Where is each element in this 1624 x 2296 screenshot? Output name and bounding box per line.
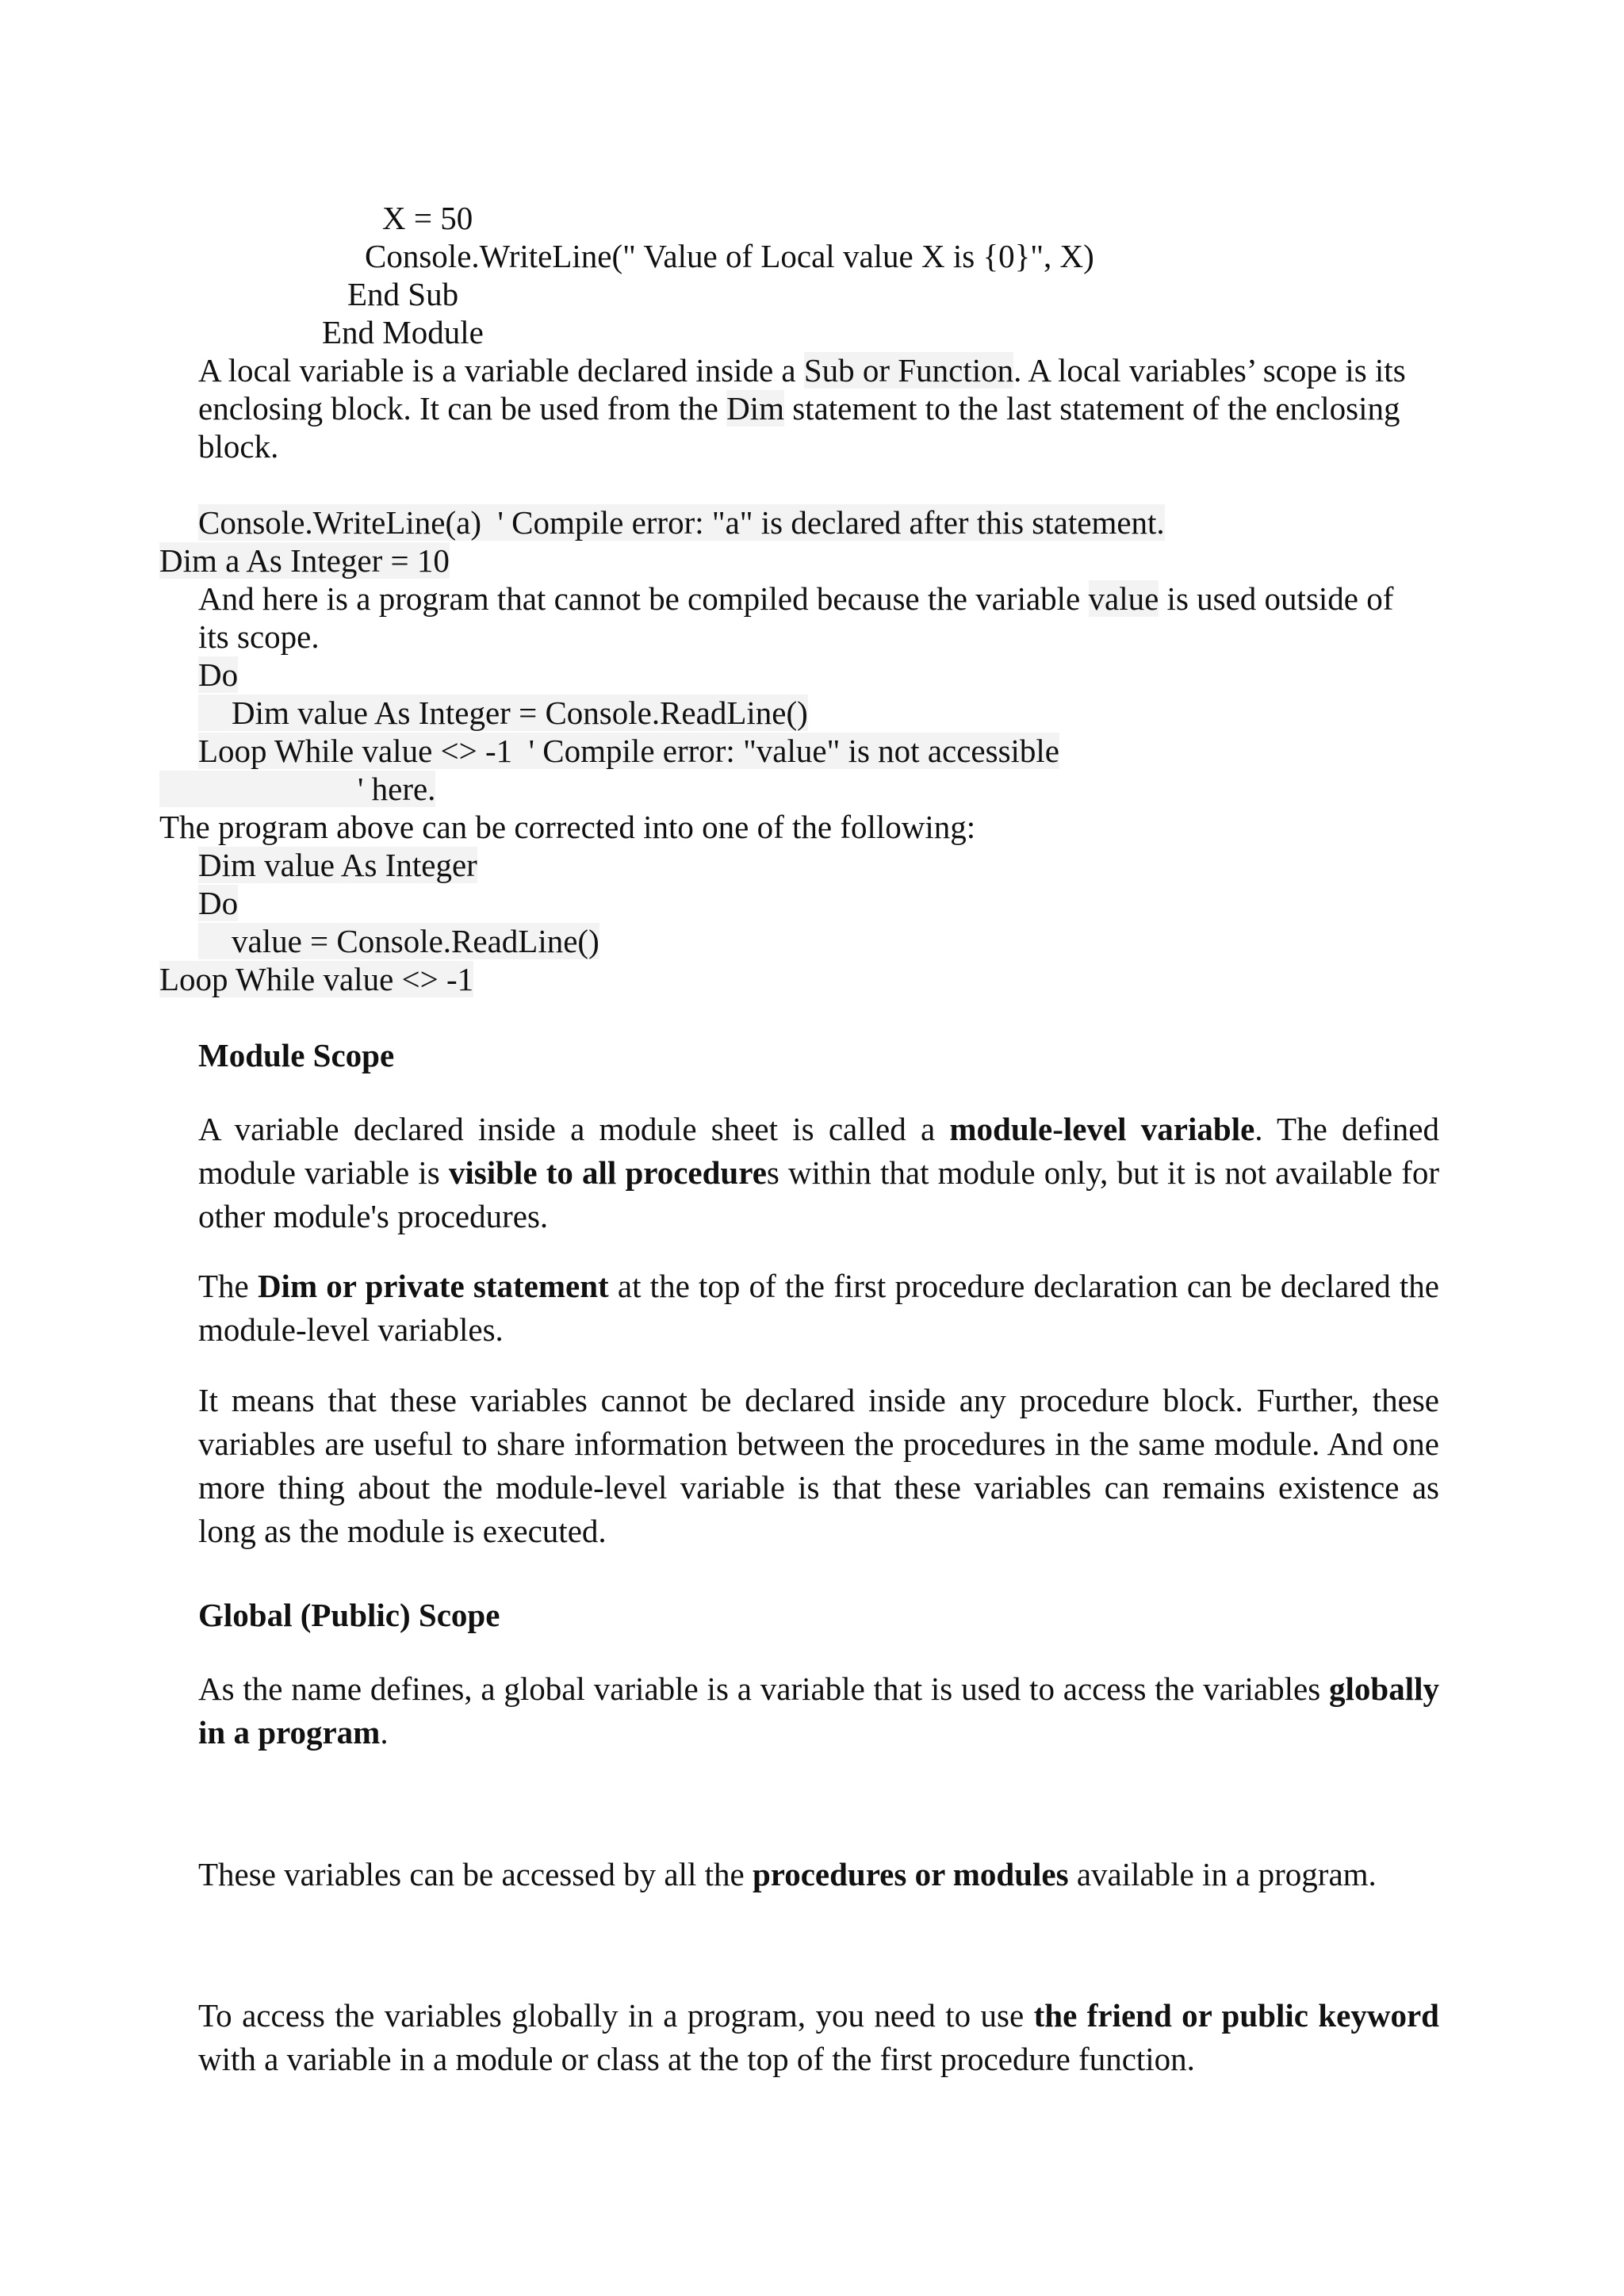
paragraph bbox=[198, 1108, 1439, 1238]
bold-span: the friend or public keyword bbox=[1033, 1997, 1439, 2034]
code-highlight: Sub or Function bbox=[803, 352, 1014, 388]
text-span: available in a program. bbox=[1068, 1856, 1377, 1892]
code-highlight: Dim a As Integer = 10 bbox=[159, 542, 450, 579]
code-highlight: value bbox=[1088, 580, 1159, 617]
code-line bbox=[159, 770, 435, 808]
code-line bbox=[159, 541, 450, 580]
text-span: To access the variables globally in a program, you need to use bbox=[198, 1997, 1034, 2034]
text-span: These variables can be accessed by all the bbox=[198, 1856, 753, 1892]
paragraph: It means that these variables cannot be declared inside any procedure block. Further, these variables are useful to share information between the procedures in the same module. And one more thing about the module-level variable is that these variables can remains existence as long as the module is executed. bbox=[198, 1382, 1439, 1549]
code-line bbox=[198, 656, 238, 694]
code-highlight: Dim value As Integer = Console.ReadLine() bbox=[198, 695, 808, 731]
text-span: And here is a program that cannot be compiled because the variable bbox=[198, 580, 1089, 617]
bold-span: Dim or private statement bbox=[257, 1268, 609, 1304]
code-highlight: Dim bbox=[726, 390, 784, 427]
code-line bbox=[198, 694, 808, 732]
text-span: s within that module only, but it is not available for other module's procedures. bbox=[198, 1154, 1440, 1234]
paragraph bbox=[198, 1994, 1439, 2081]
paragraph bbox=[198, 1853, 1439, 1896]
bold-span: visible to all procedure bbox=[448, 1154, 767, 1191]
code-line: End Sub bbox=[347, 276, 459, 312]
text-span: enclosing block. It can be used from the bbox=[198, 390, 727, 427]
text-span: A local variable is a variable declared inside a bbox=[198, 352, 804, 388]
text-span: The bbox=[198, 1268, 258, 1304]
paragraph bbox=[198, 1667, 1439, 1755]
text-span: . bbox=[380, 1714, 389, 1751]
section-heading: Module Scope bbox=[198, 1037, 395, 1073]
section-heading: Global (Public) Scope bbox=[198, 1597, 500, 1633]
bold-span: module-level variable bbox=[949, 1111, 1255, 1147]
text-line: The program above can be corrected into one of the following: bbox=[159, 809, 976, 845]
text-span: . A local variables’ scope is its bbox=[1013, 352, 1406, 388]
text-span: As the name defines, a global variable is a variable that is used to access the variables bbox=[198, 1670, 1330, 1707]
bold-span: globally in a program bbox=[198, 1670, 1439, 1751]
code-line bbox=[198, 503, 1165, 541]
text-line: its scope. bbox=[198, 618, 320, 655]
text-span: at the top of the first procedure declaration can be declared the module-level variables. bbox=[198, 1268, 1440, 1348]
code-highlight: Console.WriteLine(a) ' Compile error: "a" is declared after this statement. bbox=[198, 504, 1165, 541]
text-span: . The defined module variable is bbox=[198, 1111, 1439, 1191]
text-span: is used outside of bbox=[1159, 580, 1394, 617]
code-highlight: Loop While value <> -1 bbox=[159, 961, 474, 997]
text-span: statement to the last statement of the enclosing bbox=[783, 390, 1400, 427]
code-line bbox=[198, 846, 477, 884]
code-line: End Module bbox=[322, 314, 484, 350]
bold-span: procedures or modules bbox=[752, 1856, 1069, 1892]
text-line bbox=[198, 389, 1400, 427]
code-highlight: Dim value As Integer bbox=[198, 847, 477, 883]
code-line: Console.WriteLine(" Value of Local value X is {0}", X) bbox=[365, 238, 1094, 274]
code-highlight: value = Console.ReadLine() bbox=[198, 923, 599, 959]
code-line bbox=[198, 884, 238, 922]
text-line bbox=[198, 351, 1406, 389]
paragraph bbox=[198, 1265, 1439, 1352]
text-line: block. bbox=[198, 428, 279, 465]
code-line bbox=[198, 732, 1059, 770]
code-highlight: ' here. bbox=[159, 771, 435, 807]
text-line bbox=[198, 580, 1393, 618]
code-highlight: Do bbox=[198, 885, 239, 921]
code-line bbox=[198, 922, 599, 960]
code-highlight: Loop While value <> -1 ' Compile error: "value" is not accessible bbox=[198, 733, 1059, 769]
code-line: X = 50 bbox=[382, 200, 473, 236]
text-span: A variable declared inside a module sheet is called a bbox=[198, 1111, 950, 1147]
code-highlight: Do bbox=[198, 656, 239, 693]
text-span: with a variable in a module or class at the top of the first procedure function. bbox=[198, 2041, 1195, 2077]
code-line bbox=[159, 960, 473, 998]
